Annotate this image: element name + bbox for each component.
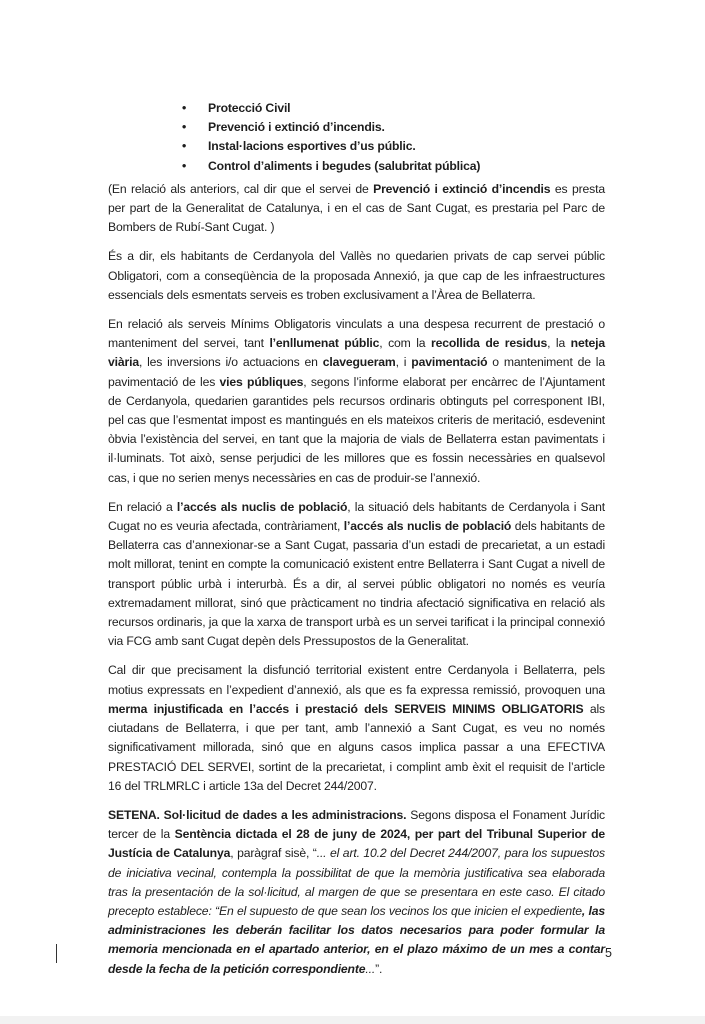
bullet-text: Instal·lacions esportives d’us públic. (208, 139, 416, 154)
bullet-icon: • (182, 101, 187, 115)
paragraph-territorial-dysfunction: Cal dir que precisament la disfunció territorial existent entre Cerdanyola i Bellaterra, pels motius expressats en l’expedient d’annexió, als que es fa expressa remissió, provoquen una merma injustificada en l’accés i prestació dels SERVEIS MINIMS OBLIGATORIS als ciutadans de Bellaterra, i que per tant, amb l’annexió a Sant Cugat, es veu no només significativament millorada, sinó que en alguns casos implica passar a una EFECTIVA PRESTACIÓ DEL SERVEI, sortint de la precarietat, i complint amb èxit el requisit de l’article 16 del TRLMRLC i article 13a del Decret 244/2007. (108, 663, 605, 793)
services-bullet-list (108, 99, 605, 176)
bullet-item (182, 157, 605, 176)
paragraph-minimum-services: En relació als serveis Mínims Obligatoris vinculats a una despesa recurrent de prestació o manteniment del servei, tant l’enllumenat públic, com la recollida de residus, la neteja viària, les inversions i/o actuacions en clavegueram, i pavimentació o manteniment de la pavimentació de les vies públiques, segons l’informe elaborat per encàrrec de l’Ajuntament de Cerdanyola, quedarien garantides pels recursos ordinaris obtinguts pel corresponent IBI, pel cas que l’esmentat impost es mantingués en els mateixos criteris de meritació, esdevenint òbvia l’existència del servei, en tant que la majoria de vials de Bellaterra estan pavimentats i il·luminats. Tot això, sense perjudici de les millores que es fossin necessàries en qualsevol cas, i que no serien menys necessàries en cas de produir-se l’annexió. (108, 317, 605, 485)
text-cursor (56, 944, 57, 963)
bullet-item (182, 99, 605, 118)
page-number: 5 (605, 946, 612, 960)
bullet-text: Prevenció i extinció d’incendis. (208, 120, 385, 135)
bullet-item (182, 118, 605, 137)
bullet-item (182, 137, 605, 156)
bullet-text: Protecció Civil (208, 101, 291, 115)
section-heading: SETENA. Sol·licitud de dades a les administracions. (108, 807, 407, 822)
page-content (108, 99, 605, 979)
paragraph-no-loss-of-services: És a dir, els habitants de Cerdanyola del Vallès no quedarien privats de cap servei públic Obligatori, com a conseqüència de la proposada Annexió, ja que cap de les infraestructures essencials dels esmentats serveis es troben exclusivament a l’Àrea de Bellaterra. (108, 249, 605, 302)
paragraph-fire-service-note: (En relació als anteriors, cal dir que el servei de Prevenció i extinció d’incendis es presta per part de la Generalitat de Catalunya, i en el cas de Sant Cugat, es prestaria pel Parc de Bombers de Rubí-Sant Cugat. ) (108, 181, 605, 235)
page-bottom-edge (0, 1016, 705, 1024)
bullet-icon: • (182, 120, 187, 135)
bullet-icon: • (182, 158, 187, 173)
paragraph-access-to-towns: En relació a l’accés als nuclis de població, la situació dels habitants de Cerdanyola i Sant Cugat no es veuria afectada, contràriament, l’accés als nuclis de població dels habitants de Bellaterra cas d’annexionar-se a Sant Cugat, passaria d’un estadi de precarietat, a un estadi molt millorat, tenint en compte la comunicació existent entre Bellaterra i Sant Cugat a nivell de transport públic urbà i interurbà. És a dir, al servei públic obligatori no només es veuría extremadament millorat, sinó que pràcticament no tindria afectació significativa en relació als recursos ordinaris, ja que la xarxa de transport urbà es un servei tarificat i la principal connexió via FCG amb sant Cugat depèn dels Pressupostos de la Generalitat. (108, 499, 606, 649)
bullet-text: Control d’aliments i begudes (salubritat pública) (208, 158, 481, 173)
paragraph-setena-data-request: SETENA. Sol·licitud de dades a les administracions. Segons disposa el Fonament Jurídic tercer de la Sentència dictada el 28 de juny de 2024, per part del Tribunal Superior de Justícia de Catalunya, paràgraf sisè, “... el art. 10.2 del Decret 244/2007, para los supuestos de iniciativa vecinal, contempla la possibilitat de que la memòria justificativa sea elaborada tras la presentación de la sol·licitud, al margen de que se presentara en este caso. El citado precepto establece: “En el supuesto de que sean los vecinos los que inicien el expediente, las administraciones les deberán facilitar los datos necesarios para poder formular la memoria mencionada en el apartado anterior, en el plazo máximo de un mes a contar desde la fecha de la petición correspondiente...”. (108, 807, 606, 976)
bullet-icon: • (182, 139, 187, 154)
